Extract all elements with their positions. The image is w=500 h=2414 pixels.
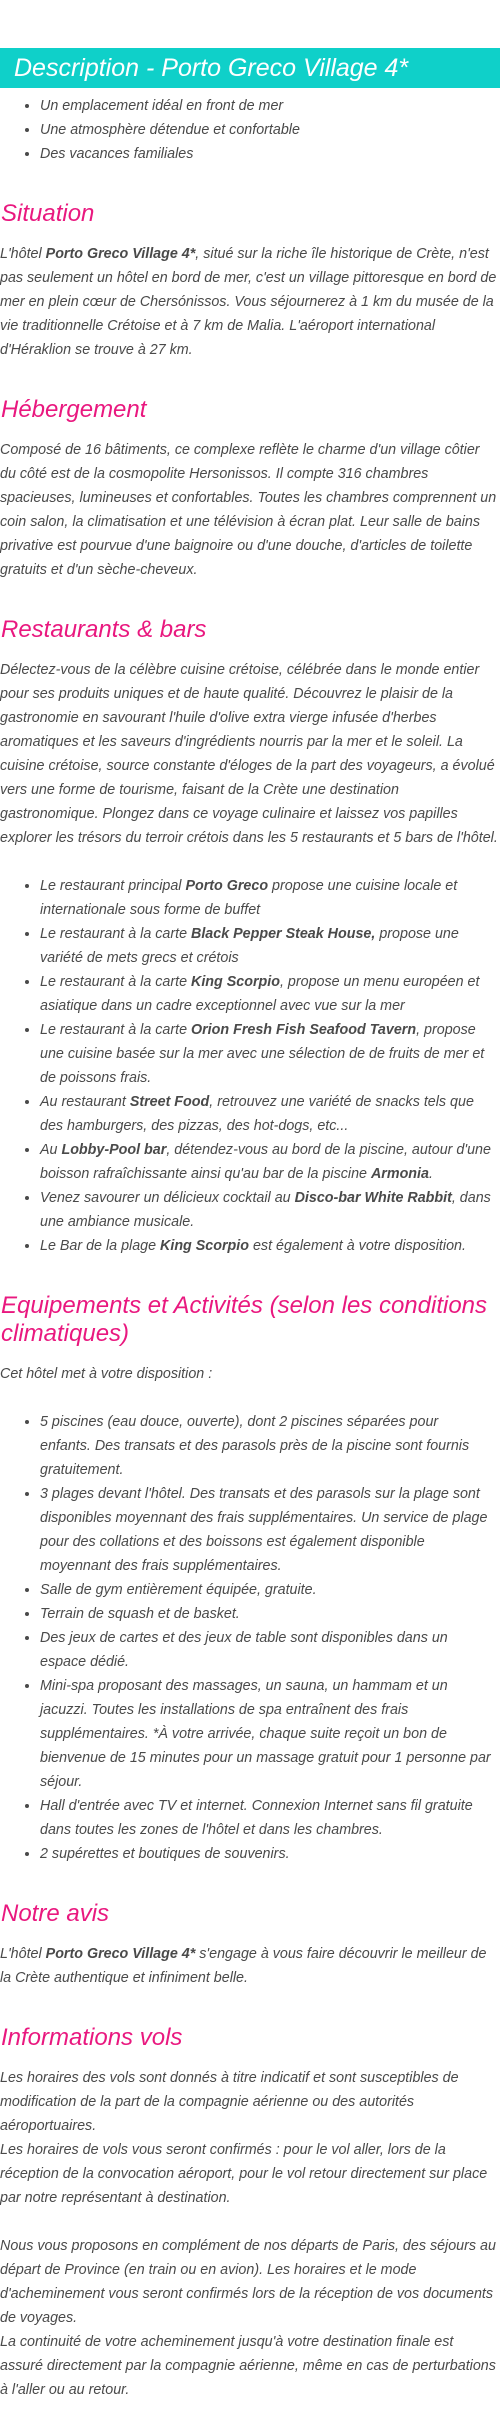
equipements-heading: Equipements et Activités (selon les conditions climatiques) [1,1292,488,1347]
situation-section [0,200,500,362]
list-item: • Le restaurant à la carte Orion Fresh Fish Seafood Tavern, propose une cuisine basée sur la mer avec une sélection de de fruits de mer et de poissons frais. [40,1018,500,1090]
description-banner: Description - Porto Greco Village 4* [0,48,500,88]
text-span: L'hôtel [0,246,46,262]
situation-text [0,242,500,362]
restaurants-section [0,616,500,1258]
list-item: • Terrain de squash et de basket. [40,1602,500,1626]
situation-heading: Situation [1,200,95,227]
spacer [0,1386,500,1410]
list-item: • Le Bar de la plage King Scorpio est également à votre disposition. [40,1234,500,1258]
vols-section [0,2024,500,2402]
hotel-name: Porto Greco Village 4* [45,246,196,262]
list-item: • Une atmosphère détendue et confortable [40,118,500,142]
spacer [0,2210,500,2234]
list-item: • Au restaurant Street Food, retrouvez une variété de snacks tels que des hamburgers, des pizzas, des hot-dogs, etc... [40,1090,500,1138]
list-item: • Venez savourer un délicieux cocktail au Disco-bar White Rabbit, dans une ambiance musicale. [40,1186,500,1234]
hebergement-text: Composé de 16 bâtiments, ce complexe reflète le charme d'un village côtier du côté est de la cosmopolite Hersonissos. Il compte 316 chambres spacieuses, lumineuses et confortables. Toutes les chambres comprennent un coin salon, la climatisation et une télévision à écran plat. Leur salle de bains privative est pourvue d'une baignoire ou d'une douche, d'articles de toilette gratuits et d'un sèche-cheveux. [0,442,497,578]
list-item: • Le restaurant à la carte King Scorpio, propose un menu européen et asiatique dans un cadre exceptionnel avec vue sur la mer [40,970,500,1018]
intro-list [0,94,500,166]
list-item: • 2 supérettes et boutiques de souvenirs. [40,1842,500,1866]
restaurants-heading: Restaurants & bars [1,616,207,643]
vols-text-4: La continuité de votre acheminement jusqu'à votre destination finale est assuré directement par la compagnie aérienne, même en cas de perturbations à l'aller ou au retour. [0,2334,496,2398]
list-item: • Un emplacement idéal en front de mer [40,94,500,118]
avis-text: L'hôtel Porto Greco Village 4* s'engage à vous faire découvrir le meilleur de la Crète authentique et infiniment belle. [0,1946,487,1986]
list-item: • 5 piscines (eau douce, ouverte), dont 2 piscines séparées pour enfants. Des transats et des parasols près de la piscine sont fournis gratuitement. [40,1410,500,1482]
hebergement-heading: Hébergement [1,396,147,423]
vols-heading: Informations vols [1,2024,183,2051]
equipements-intro: Cet hôtel met à votre disposition : [0,1366,213,1382]
hebergement-section [0,396,500,582]
list-item: • Salle de gym entièrement équipée, gratuite. [40,1578,500,1602]
list-item: • Mini-spa proposant des massages, un sauna, un hammam et un jacuzzi. Toutes les installations de spa entraînent des frais supplémentaires. *À votre arrivée, chaque suite reçoit un bon de bienvenue de 15 minutes pour un massage gratuit pour 1 personne par séjour. [40,1674,500,1794]
restaurants-text: Délectez-vous de la célèbre cuisine crétoise, célébrée dans le monde entier pour ses produits uniques et de haute qualité. Découvrez le plaisir de la gastronomie en savourant l'huile d'olive extra vierge infusée d'herbes aromatiques et les saveurs d'ingrédients nourris par la mer et le soleil. La cuisine crétoise, source constante d'éloges de la part des voyageurs, a évolué vers une forme de tourisme, faisant de la Crète une destination gastronomique. Plongez dans ce voyage culinaire et laissez vos papilles explorer les trésors du terroir crétois dans les 5 restaurants et 5 bars de l'hôtel. [0,662,498,846]
vols-text-2: Les horaires de vols vous seront confirmés : pour le vol aller, lors de la réception de la convocation aéroport, pour le vol retour directement sur place par notre représentant à destination. [0,2142,488,2206]
vols-text-1: Les horaires des vols sont donnés à titre indicatif et sont susceptibles de modification de la part de la compagnie aérienne ou des autorités aéroportuaires. [0,2070,459,2134]
vols-text-3: Nous vous proposons en complément de nos départs de Paris, des séjours au départ de Province (en train ou en avion). Les horaires et le mode d'acheminement vous seront confirmés lors de la réception de vos documents de voyages. [0,2238,496,2326]
restaurants-list [0,874,500,1258]
list-item: • Des vacances familiales [40,142,500,166]
list-item: • Au Lobby-Pool bar, détendez-vous au bord de la piscine, autour d'une boisson rafraîchissante ainsi qu'au bar de la piscine Armonia. [40,1138,500,1186]
equipements-list [0,1410,500,1866]
spacer [0,850,500,874]
list-item: • Des jeux de cartes et des jeux de table sont disponibles dans un espace dédié. [40,1626,500,1674]
avis-section [0,1900,500,1990]
avis-heading: Notre avis [1,1900,110,1927]
equipements-section [0,1292,500,1866]
list-item: • 3 plages devant l'hôtel. Des transats et des parasols sur la plage sont disponibles moyennant des frais supplémentaires. Un service de plage pour des collations et des boissons est également disponible moyennant des frais supplémentaires. [40,1482,500,1578]
list-item: • Le restaurant principal Porto Greco propose une cuisine locale et internationale sous forme de buffet [40,874,500,922]
description-page [0,48,500,2414]
text-span: , situé sur la riche île historique de Crète, n'est pas seulement un hôtel en bord de mer, c'est un village pittoresque en bord de mer en plein cœur de Chersónissos. Vous séjournerez à 1 km du musée de la vie traditionnelle Crétoise et à 7 km de Malia. L'aéroport international d'Héraklion se trouve à 27 km. [0,246,497,358]
list-item: • Le restaurant à la carte Black Pepper Steak House, propose une variété de mets grecs et crétois [40,922,500,970]
list-item: • Hall d'entrée avec TV et internet. Connexion Internet sans fil gratuite dans toutes les zones de l'hôtel et dans les chambres. [40,1794,500,1842]
